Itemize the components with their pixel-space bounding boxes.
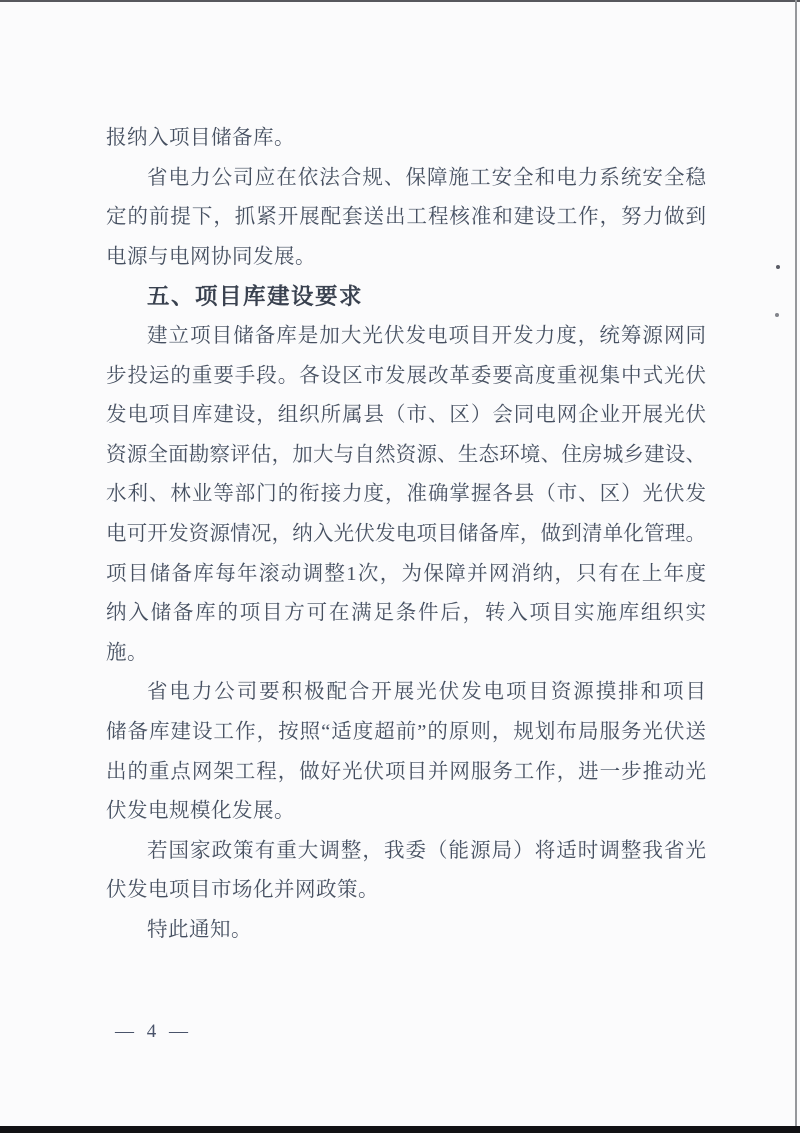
- text-line: 省电力公司应在依法合规、保障施工安全和电力系统安全稳: [147, 166, 706, 189]
- text-line: 出的重点网架工程，做好光伏项目并网服务工作，进一步推动光: [106, 760, 706, 783]
- scan-artifact-dot: [776, 265, 780, 269]
- text-line: 资源全面勘察评估，加大与自然资源、生态环境、住房城乡建设、: [106, 443, 706, 466]
- scan-artifact-dot: [775, 313, 779, 317]
- text-line: 定的前提下，抓紧开展配套送出工程核准和建设工作，努力做到: [106, 206, 706, 229]
- text-line: 储备库建设工作，按照“适度超前”的原则，规划布局服务光伏送: [106, 720, 706, 743]
- text-line: 步投运的重要手段。各设区市发展改革委要高度重视集中式光伏: [106, 364, 706, 387]
- text-line: 施。: [106, 641, 148, 664]
- text-line: 省电力公司要积极配合开展光伏发电项目资源摸排和项目: [147, 681, 706, 704]
- document-body: [106, 119, 706, 950]
- scan-artifact-vertical-line: [795, 0, 797, 1133]
- text-line: 纳入储备库的项目方可在满足条件后，转入项目实施库组织实: [106, 602, 706, 625]
- text-line: 特此通知。: [147, 918, 252, 941]
- text-line: 水利、林业等部门的衔接力度，准确掌握各县（市、区）光伏发: [106, 483, 706, 506]
- text-line: 伏发电规模化发展。: [106, 800, 295, 823]
- text-line: 报纳入项目储备库。: [106, 127, 295, 149]
- text-line: 伏发电项目市场化并网政策。: [106, 879, 379, 902]
- text-line: 发电项目库建设，组织所属县（市、区）会同电网企业开展光伏: [106, 404, 706, 427]
- text-line: 项目储备库每年滚动调整1次，为保障并网消纳，只有在上年度: [106, 562, 706, 585]
- text-line: 若国家政策有重大调整，我委（能源局）将适时调整我省光: [147, 839, 706, 862]
- scan-edge-bottom: [0, 1126, 800, 1133]
- text-line: 电源与电网协同发展。: [106, 245, 316, 268]
- text-line: 建立项目储备库是加大光伏发电项目开发力度，统筹源网同: [147, 324, 706, 347]
- text-line: 电可开发资源情况，纳入光伏发电项目储备库，做到清单化管理。: [106, 522, 706, 545]
- page-number: — 4 —: [115, 1021, 192, 1042]
- section-heading: 五、项目库建设要求: [147, 284, 364, 310]
- scan-edge-top: [0, 0, 800, 2]
